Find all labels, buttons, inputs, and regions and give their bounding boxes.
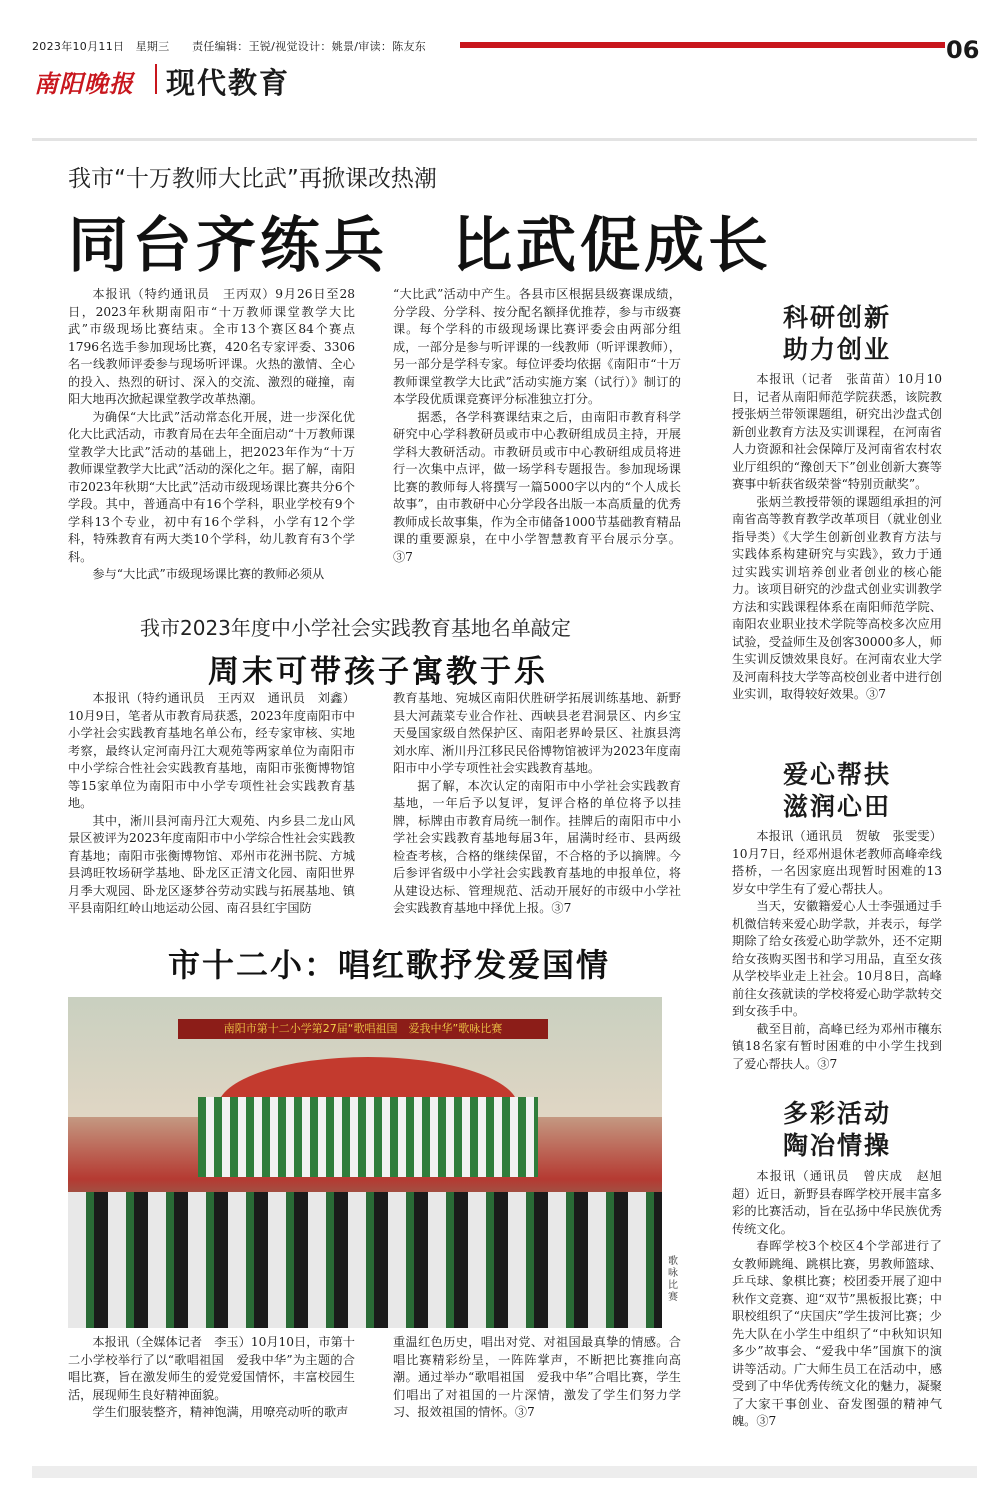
side1-title-line2: 助力创业 xyxy=(782,335,891,364)
story3-column-1 xyxy=(68,1334,355,1422)
story2-para: 据了解，本次认定的南阳市中小学社会实践教育基地，一年后予以复评，复评合格的单位将予以挂牌，标牌由市教育局统一制作。挂牌后的南阳市中小学社会实践教育基地每届3年，届满时经市、县两级检查考核，合格的继续保留，不合格的予以摘牌。今后参评省级中小学社会实践教育基地的申报单位，将从建设达标、管理规范、活动开展好的市级中小学社会实践教育基地中择优上报。③7 xyxy=(393,778,681,915)
choir-students xyxy=(198,1097,538,1177)
side1-title xyxy=(732,302,942,366)
side2-para: 截至目前，高峰已经为邓州市穰东镇18名家有暂时困难的中小学生找到了爱心帮扶人。③7 xyxy=(732,1021,942,1071)
story2-column-1 xyxy=(68,690,355,918)
date-editor-line: 2023年10月11日 星期三 责任编辑：王锐/视觉设计：姚景/审读：陈友东 xyxy=(32,40,427,53)
side3-body xyxy=(732,1168,942,1431)
section-title: 现代教育 xyxy=(166,66,291,100)
story2-column-2 xyxy=(393,690,681,918)
side1-para: 张炳兰教授带领的课题组承担的河南省高等教育教学改革项目（就业创业指导类）《大学生创新创业教育方法与实践体系构建研究与实践》，致力于通过实践实训培养创业者创业的核心能力。该项目研究的沙盘式创业实训教学方法和实践课程体系在南阳师范学院、南阳农业职业技术学院等高校多次应用试验，受益师生及创客30000多人，师生实训反馈效果良好。在河南农业大学及河南科技大学等高校创业者中进行创业实训，取得较好效果。③7 xyxy=(732,494,942,701)
photo-banner: 南阳市第十二小学第27届“歌唱祖国 爱我中华”歌咏比赛 xyxy=(178,1019,548,1039)
story1-column-1 xyxy=(68,286,355,584)
side2-title-line2: 滋润心田 xyxy=(782,792,891,821)
story1-kicker: 我市“十万教师大比武”再掀课改热潮 xyxy=(68,166,437,192)
story1-column-2 xyxy=(393,286,681,566)
story1-para: 据悉，各学科赛课结束之后，由南阳市教育科学研究中心学科教研员或市中心教研组成员主持，开展学科大教研活动。市教研员或市中心教研组成员将进行一次集中点评，做一场学科专题报告。参加现场课比赛的教师每人将撰写一篇5000字以内的“个人成长故事”，由市教研中心分学段各出版一本高质量的优秀教师成长故事集，作为全市储备1000节基础教育精品课的重要源泉，在中小学智慧教育平台展示分享。③7 xyxy=(393,409,681,564)
side3-title xyxy=(732,1098,942,1162)
story1-para: 本报讯（特约通讯员 王丙双）9月26日至28日，2023年秋期南阳市“十万教师课堂教学大比武”市级现场比赛结束。全市13个赛区84个赛点1796名选手参加现场比赛，420名专家评委、3306名一线教师评委参与现场听评课。火热的激情、全心的投入、热烈的研讨、深入的交流、激烈的碰撞，南阳大地再次掀起课堂教学改革热潮。 xyxy=(68,287,355,406)
side3-title-line2: 陶冶情操 xyxy=(782,1131,891,1160)
choir-photo xyxy=(68,997,662,1328)
story1-para: “大比武”活动中产生。各县市区根据县级赛课成绩，分学段、分学科、按分配名额择优推荐，参与市级赛课。每个学科的市级现场课比赛评委会由两部分组成，一部分是参与听评课的一线教师（听评课教师），另一部分是学科专家。每位评委均依据《南阳市“十万教师课堂教学大比武”活动实施方案（试行）》制订的本学段优质课竞赛评分标准独立打分。 xyxy=(393,287,681,406)
story1-para: 参与“大比武”市级现场课比赛的教师必须从 xyxy=(92,567,325,581)
story2-headline: 周末可带孩子寓教于乐 xyxy=(208,654,548,690)
page-number: 06 xyxy=(946,36,980,64)
header-rule xyxy=(32,138,977,141)
side2-para: 当天，安徽籍爱心人士李强通过手机微信转来爱心助学款，并表示，每学期除了给女孩爱心助学款外，还不定期给女孩购买图书和学习用品，直至女孩从学校毕业走上社会。10月8日，高峰前往女孩就读的学校将爱心助学款转交到女孩手中。 xyxy=(732,899,942,1018)
story3-column-2 xyxy=(393,1334,681,1422)
audience-students xyxy=(68,1192,662,1328)
story3-para: 学生们服装整齐，精神饱满，用嘹亮动听的歌声 xyxy=(92,1405,349,1419)
logo-divider xyxy=(155,64,157,94)
story2-kicker: 我市2023年度中小学社会实践教育基地名单敲定 xyxy=(140,616,571,640)
story2-para: 本报讯（特约通讯员 王丙双 通讯员 刘鑫）10月9日，笔者从市教育局获悉，2023年度南阳市中小学社会实践教育基地名单公布，经专家审核、实地考察，最终认定河南丹江大观苑等两家单位为南阳市中小学综合性社会实践教育基地，南阳市张衡博物馆等15家单位为南阳市中小学专项性社会实践教育基地。 xyxy=(68,691,355,810)
side1-title-line1: 科研创新 xyxy=(782,303,891,332)
side1-para: 本报讯（记者 张苗苗）10月10日，记者从南阳师范学院获悉，该院教授张炳兰带领课题组，研究出沙盘式创新创业教育方法及实训课程，在河南省人力资源和社会保障厅及河南省农村农业厅组织的“豫创天下”创业创新大赛等赛事中斩获省级荣誉“特别贡献奖”。 xyxy=(732,372,942,491)
footer-band xyxy=(32,1466,977,1478)
story3-para: 重温红色历史，唱出对党、对祖国最真挚的情感。合唱比赛精彩纷呈，一阵阵掌声，不断把比赛推向高潮。通过举办“歌唱祖国 爱我中华”合唱比赛，学生们唱出了对祖国的一片深情，激发了学生们努力学习、报效祖国的情怀。③7 xyxy=(393,1335,681,1419)
side2-title-line1: 爱心帮扶 xyxy=(782,760,891,789)
side2-para: 本报讯（通讯员 贺敏 张雯雯）10月7日，经邓州退休老教师高峰牵线搭桥，一名因家庭出现暂时困难的13岁女中学生有了爱心帮扶人。 xyxy=(732,829,942,896)
story2-para: 其中，淅川县河南丹江大观苑、内乡县二龙山风景区被评为2023年度南阳市中小学综合性社会实践教育基地；南阳市张衡博物馆、邓州市花洲书院、方城县鸿旺牧场研学基地、卧龙区正清文化园、南阳世界月季大观园、卧龙区逐梦谷劳动实践与拓展基地、镇平县南阳红岭山地运动公园、南召县红宇国防 xyxy=(68,813,355,915)
story3-para: 本报讯（全媒体记者 李玉）10月10日，市第十二小学校举行了以“歌唱祖国 爱我中华”为主题的合唱比赛，旨在激发师生的爱党爱国情怀，丰富校园生活，展现师生良好精神面貌。 xyxy=(68,1335,355,1402)
side3-title-line1: 多彩活动 xyxy=(782,1099,891,1128)
red-accent-bar xyxy=(460,42,945,48)
side1-body xyxy=(732,371,942,704)
paper-logo: 南阳晚报 xyxy=(34,69,134,98)
story3-headline: 市十二小：唱红歌抒发爱国情 xyxy=(168,946,611,984)
photo-caption: 歌咏比赛 xyxy=(668,1256,678,1303)
story1-headline: 同台齐练兵 比武促成长 xyxy=(68,211,772,281)
story2-para: 教育基地、宛城区南阳伏胜研学拓展训练基地、新野县大河蔬菜专业合作社、西峡县老君洞景区、内乡宝天曼国家级自然保护区、南阳老界岭景区、社旗县湾刘水库、淅川丹江移民民俗博物馆被评为2023年度南阳市中小学专项性社会实践教育基地。 xyxy=(393,691,681,775)
side3-para: 本报讯（通讯员 曾庆成 赵旭超）近日，新野县春晖学校开展丰富多彩的比赛活动，旨在弘扬中华民族优秀传统文化。 xyxy=(732,1169,942,1236)
side2-body xyxy=(732,828,942,1073)
side3-para: 春晖学校3个校区4个学部进行了女教师跳绳、跳棋比赛，男教师篮球、乒乓球、象棋比赛；校团委开展了迎中秋作文竞赛、迎“双节”黑板报比赛；中职校组织了“庆国庆”学生拔河比赛；少先大队在小学生中组织了“中秋知识知多少”故事会、“爱我中华”国旗下的演讲等活动。广大师生员工在活动中，感受到了中华优秀传统文化的魅力，凝聚了大家干事创业、奋发图强的精神气魄。③7 xyxy=(732,1239,942,1428)
side2-title xyxy=(732,759,942,823)
story1-para: 为确保“大比武”活动常态化开展，进一步深化优化大比武活动，市教育局在去年全面启动“十万教师课堂教学大比武”活动的基础上，把2023年作为“十万教师课堂教学大比武”活动的深化之年。据了解，南阳市2023年秋期“大比武”活动市级现场课比赛共分6个学段。其中，普通高中有16个学科，职业学校有9个学科13个专业，初中有16个学科，小学有12个学科，特殊教育有两大类10个学科，幼儿教育有3个学科。 xyxy=(68,409,355,564)
